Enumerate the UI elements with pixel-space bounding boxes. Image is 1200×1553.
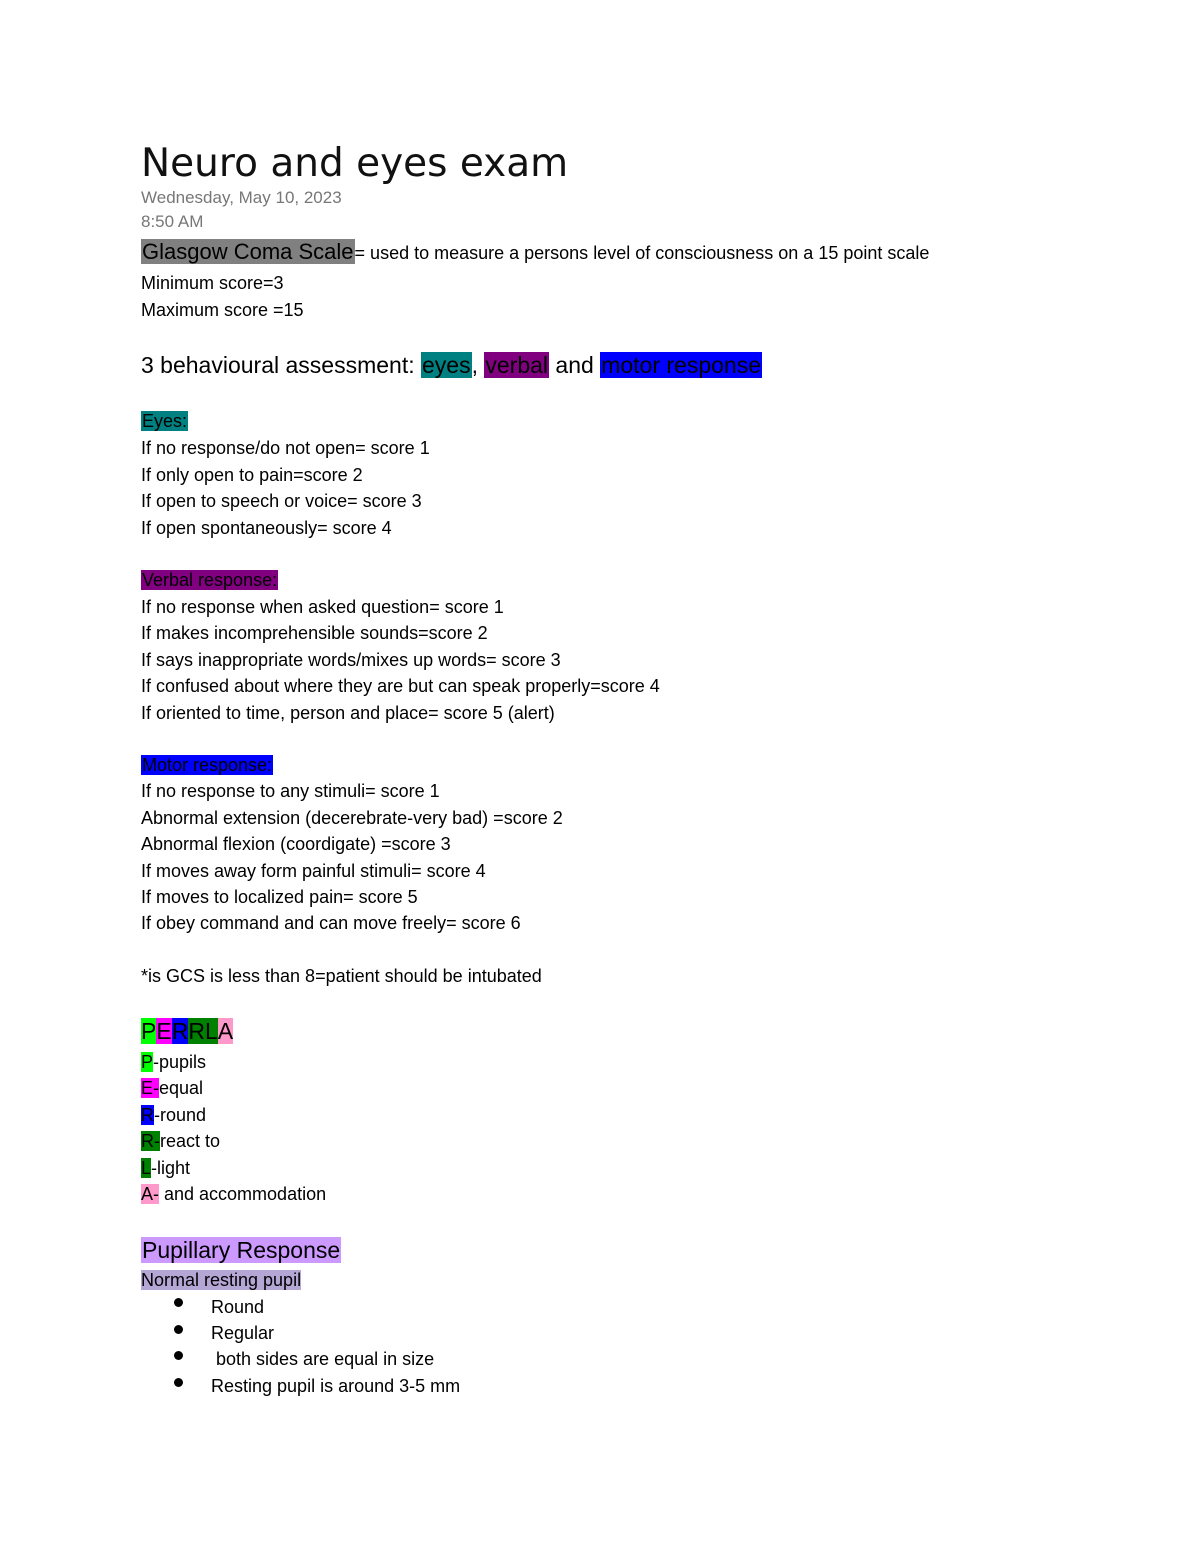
perrla-letter: E [156,1018,172,1044]
perrla-row [141,1182,326,1206]
eyes-heading: Eyes: [142,411,188,431]
perrla-row-text: -light [151,1158,191,1178]
bullet-icon [174,1351,183,1360]
list-item: If obey command and can move freely= score 6 [141,913,521,933]
assessment-and: and [549,352,601,378]
perrla-row [141,1050,206,1074]
pupillary-heading-line [141,1234,341,1266]
list-item: If moves to localized pain= score 5 [141,887,418,907]
list-item: If only open to pain=score 2 [141,465,363,485]
verbal-heading-line [141,568,278,592]
assessment-motor: motor response [601,352,761,378]
pupillary-subheading-line [141,1268,301,1292]
perrla-heading [141,1015,233,1047]
intubation-note: *is GCS is less than 8=patient should be intubated [141,966,542,986]
perrla-row [141,1076,203,1100]
page-time: 8:50 AM [141,212,204,231]
perrla-letter: A [217,1018,234,1044]
list-item: If confused about where they are but can speak properly=score 4 [141,676,660,696]
perrla-row [141,1129,220,1153]
perrla-row-letter: L [141,1158,152,1178]
perrla-row-letter: R- [141,1131,160,1151]
bullet-icon [174,1378,183,1387]
motor-heading-line [141,753,273,777]
perrla-row [141,1156,190,1180]
eyes-heading-line [141,409,188,433]
page-date: Wednesday, May 10, 2023 [141,188,342,207]
list-item: Abnormal flexion (coordigate) =score 3 [141,834,451,854]
list-item: Resting pupil is around 3-5 mm [211,1376,461,1396]
list-item: Round [211,1297,265,1317]
list-item: If open to speech or voice= score 3 [141,491,422,511]
perrla-row-text: -round [154,1105,207,1125]
list-item: If makes incomprehensible sounds=score 2 [141,623,488,643]
page-title: Neuro and eyes exam [141,141,569,186]
perrla-row-text: equal [159,1078,204,1098]
bullet-icon [174,1325,183,1334]
list-item: If no response to any stimuli= score 1 [141,781,440,801]
perrla-row-letter: P [141,1052,154,1072]
list-item: If open spontaneously= score 4 [141,518,392,538]
gcs-min: Minimum score=3 [141,273,284,293]
list-item: If moves away form painful stimuli= score 4 [141,861,486,881]
pupillary-subheading: Normal resting pupil [141,1270,302,1290]
perrla-letter: P [141,1018,157,1044]
perrla-letter: R [188,1018,205,1044]
verbal-heading: Verbal response: [142,570,278,590]
assessment-comma: , [471,352,478,378]
gcs-definition: = used to measure a persons level of consciousness on a 15 point scale [354,243,930,263]
assessment-heading [141,349,762,381]
pupillary-heading: Pupillary Response [142,1237,341,1263]
perrla-letter: R [171,1018,189,1044]
perrla-row-letter: R [141,1105,154,1125]
list-item: If oriented to time, person and place= score 5 (alert) [141,703,555,723]
list-item: both sides are equal in size [211,1349,435,1369]
assessment-verbal: verbal [485,352,549,378]
list-item: If says inappropriate words/mixes up words= score 3 [141,650,561,670]
gcs-max: Maximum score =15 [141,300,304,320]
list-item: If no response/do not open= score 1 [141,438,430,458]
assessment-prefix: 3 behavioural assessment: [141,352,421,378]
gcs-definition-line [141,240,929,265]
perrla-row [141,1103,206,1127]
perrla-letter: L [204,1018,218,1044]
assessment-eyes: eyes [422,352,471,378]
motor-heading: Motor response: [142,755,273,775]
perrla-row-letter: A- [141,1184,159,1204]
list-item: Regular [211,1323,275,1343]
list-item: If no response when asked question= score 1 [141,597,504,617]
list-item: Abnormal extension (decerebrate-very bad) =score 2 [141,808,563,828]
perrla-row-text: and accommodation [159,1184,327,1204]
perrla-row-text: -pupils [153,1052,207,1072]
perrla-row-text: react to [160,1131,221,1151]
bullet-icon [174,1298,183,1307]
gcs-term: Glasgow Coma Scale [142,239,354,264]
perrla-row-letter: E- [141,1078,159,1098]
